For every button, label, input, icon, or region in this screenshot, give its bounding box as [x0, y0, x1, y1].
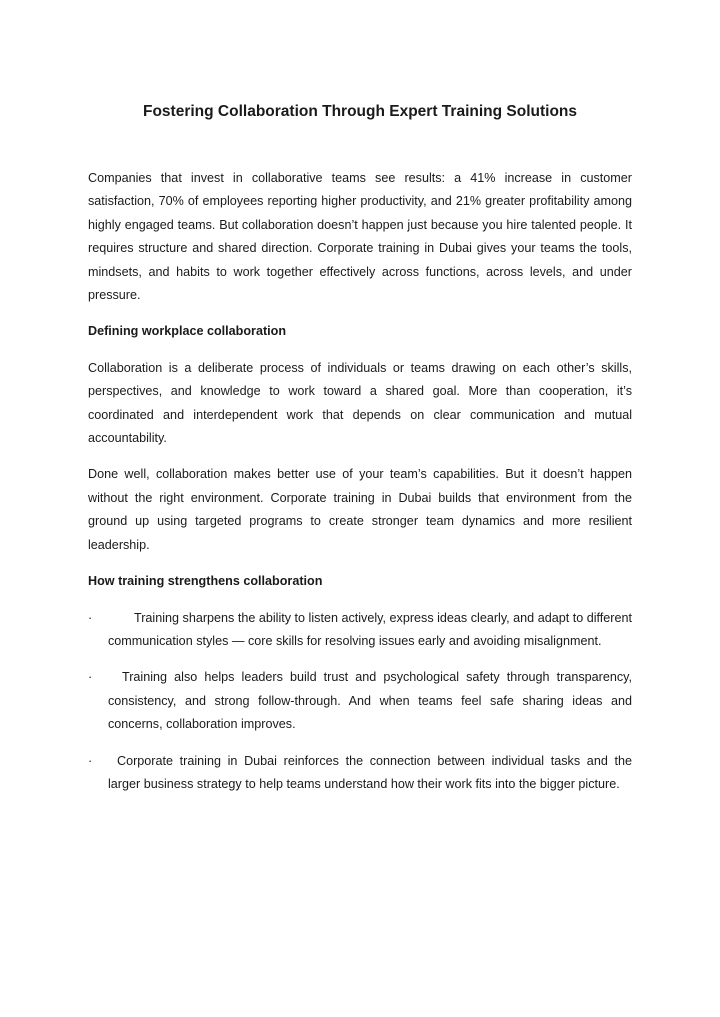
bullet-marker: ·	[88, 670, 93, 685]
intro-paragraph: Companies that invest in collaborative teams see results: a 41% increase in customer satisfaction, 70% of employees reporting higher productivity, and 21% greater profitability among highly engaged teams. But collaboration doesn’t happen just because you hire talented people. It requires structure and shared direction. Corporate training in Dubai gives your teams the tools, mindsets, and habits to work together effectively across functions, across levels, and under pressure.	[88, 171, 632, 303]
document-title: Fostering Collaboration Through Expert Training Solutions	[143, 103, 577, 120]
environment-paragraph: Done well, collaboration makes better use of your team’s capabilities. But it doesn’t happen without the right environment. Corporate training in Dubai builds that environment from the ground up using targeted programs to create stronger team dynamics and more resilient leadership.	[88, 467, 632, 552]
list-item-text: Training sharpens the ability to listen actively, express ideas clearly, and adapt to different communication styles — core skills for resolving issues early and avoiding misalignment.	[108, 610, 632, 648]
document-body	[88, 167, 632, 809]
list-item-text: Training also helps leaders build trust and psychological safety through transparency, consistency, and strong follow-through. And when teams feel safe sharing ideas and concerns, collaboration improves.	[108, 670, 632, 732]
list-item	[88, 750, 632, 797]
section-heading-training-strengthens: How training strengthens collaboration	[88, 574, 323, 589]
bullet-marker: ·	[88, 610, 93, 625]
section-heading-defining-collaboration: Defining workplace collaboration	[88, 324, 287, 339]
definition-paragraph: Collaboration is a deliberate process of individuals or teams drawing on each other’s skills, perspectives, and knowledge to work toward a shared goal. More than cooperation, it’s coordinated and interdependent work that depends on clear communication and mutual accountability.	[88, 360, 632, 446]
list-item-text: Corporate training in Dubai reinforces the connection between individual tasks and the larger business strategy to help teams understand how their work fits into the bigger picture.	[108, 753, 632, 791]
list-item	[88, 607, 632, 654]
bullet-marker: ·	[88, 753, 93, 768]
list-item	[88, 666, 632, 736]
